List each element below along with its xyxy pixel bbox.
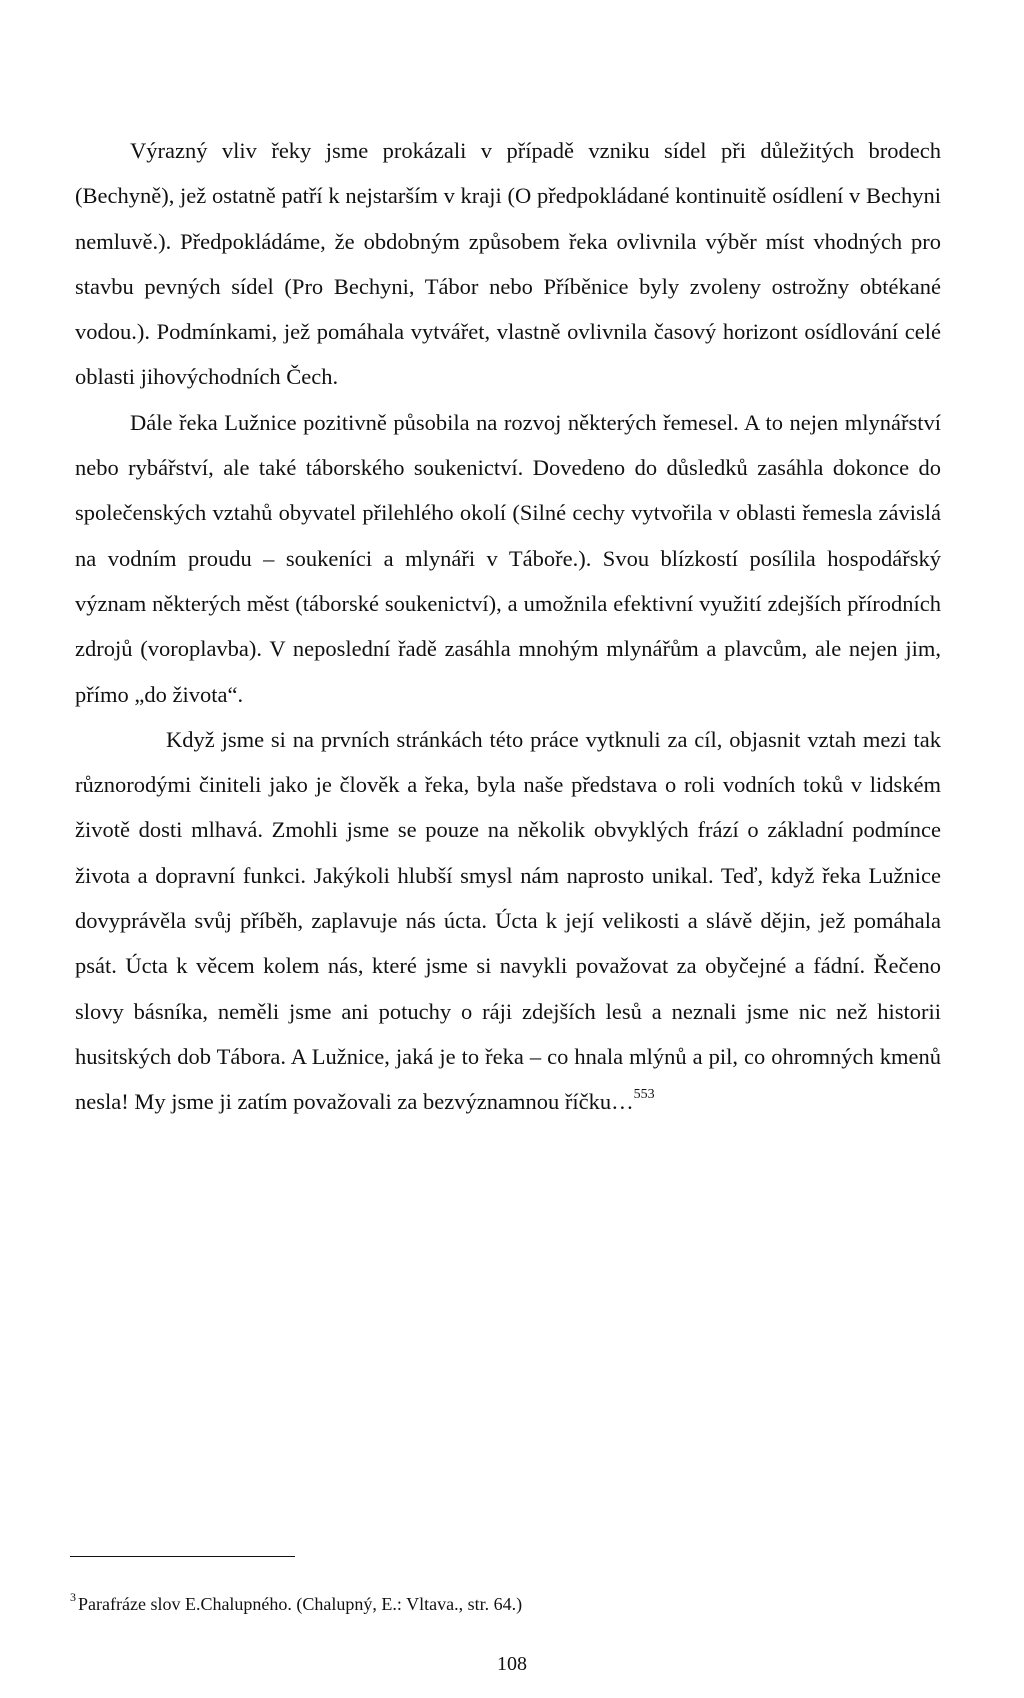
footnote-text: Parafráze slov E.Chalupného. (Chalupný, E.: Vltava., str. 64.): [78, 1594, 523, 1614]
main-text: [75, 128, 941, 1125]
paragraph-2: Dále řeka Lužnice pozitivně působila na rozvoj některých řemesel. A to nejen mlynářství nebo rybářství, ale také táborského soukenictví. Dovedeno do důsledků zasáhla dokonce do společenských vztahů obyvatel přilehlého okolí (Silné cechy vytvořila v oblasti řemesla závislá na vodním proudu – soukeníci a mlynáři v Táboře.). Svou blízkostí posílila hospodářský význam některých měst (táborské soukenictví), a umožnila efektivní využití zdejších přírodních zdrojů (voroplavba). V neposlední řadě zasáhla mnohým mlynářům a plavcům, ale nejen jim, přímo „do života“.: [75, 409, 941, 707]
page-number: 108: [497, 1653, 527, 1675]
footnote-marker: 3: [70, 1590, 76, 1604]
paragraph-3-text: Když jsme si na prvních stránkách této práce vytknuli za cíl, objasnit vztah mezi tak různorodými činiteli jako je člověk a řeka, byla naše představa o roli vodních toků v lidském životě dosti mlhavá. Zmohli jsme se pouze na několik obvyklých frází o základní podmínce života a dopravní funkci. Jakýkoli hlubší smysl nám naprosto unikal. Teď, když řeka Lužnice dovyprávěla svůj příběh, zaplavuje nás úcta. Úcta k její velikosti a slávě dějin, jež pomáhala psát. Úcta k věcem kolem nás, které jsme si navykli považovat za obyčejné a fádní. Řečeno slovy básníka, neměli jsme ani potuchy o ráji zdejších lesů a neznali jsme nic než historii husitských dob Tábora. A Lužnice, jaká je to řeka – co hnala mlýnů a pil, co ohromných kmenů nesla! My jsme ji zatím považovali za bezvýznamnou říčku…: [75, 726, 941, 1115]
footnote-separator: [70, 1556, 295, 1557]
footnote: [70, 1592, 930, 1616]
paragraph-1: Výrazný vliv řeky jsme prokázali v případě vzniku sídel při důležitých brodech (Bechyně), jež ostatně patří k nejstarším v kraji (O předpokládané kontinuitě osídlení v Bechyni nemluvě.). Předpokládáme, že obdobným způsobem řeka ovlivnila výběr míst vhodných pro stavbu pevných sídel (Pro Bechyni, Tábor nebo Příběnice byly zvoleny ostrožny obtékané vodou.). Podmínkami, jež pomáhala vytvářet, vlastně ovlivnila časový horizont osídlování celé oblasti jihovýchodních Čech.: [75, 138, 941, 390]
paragraph-3: [75, 717, 941, 1125]
footnote-reference: 553: [633, 1087, 655, 1103]
